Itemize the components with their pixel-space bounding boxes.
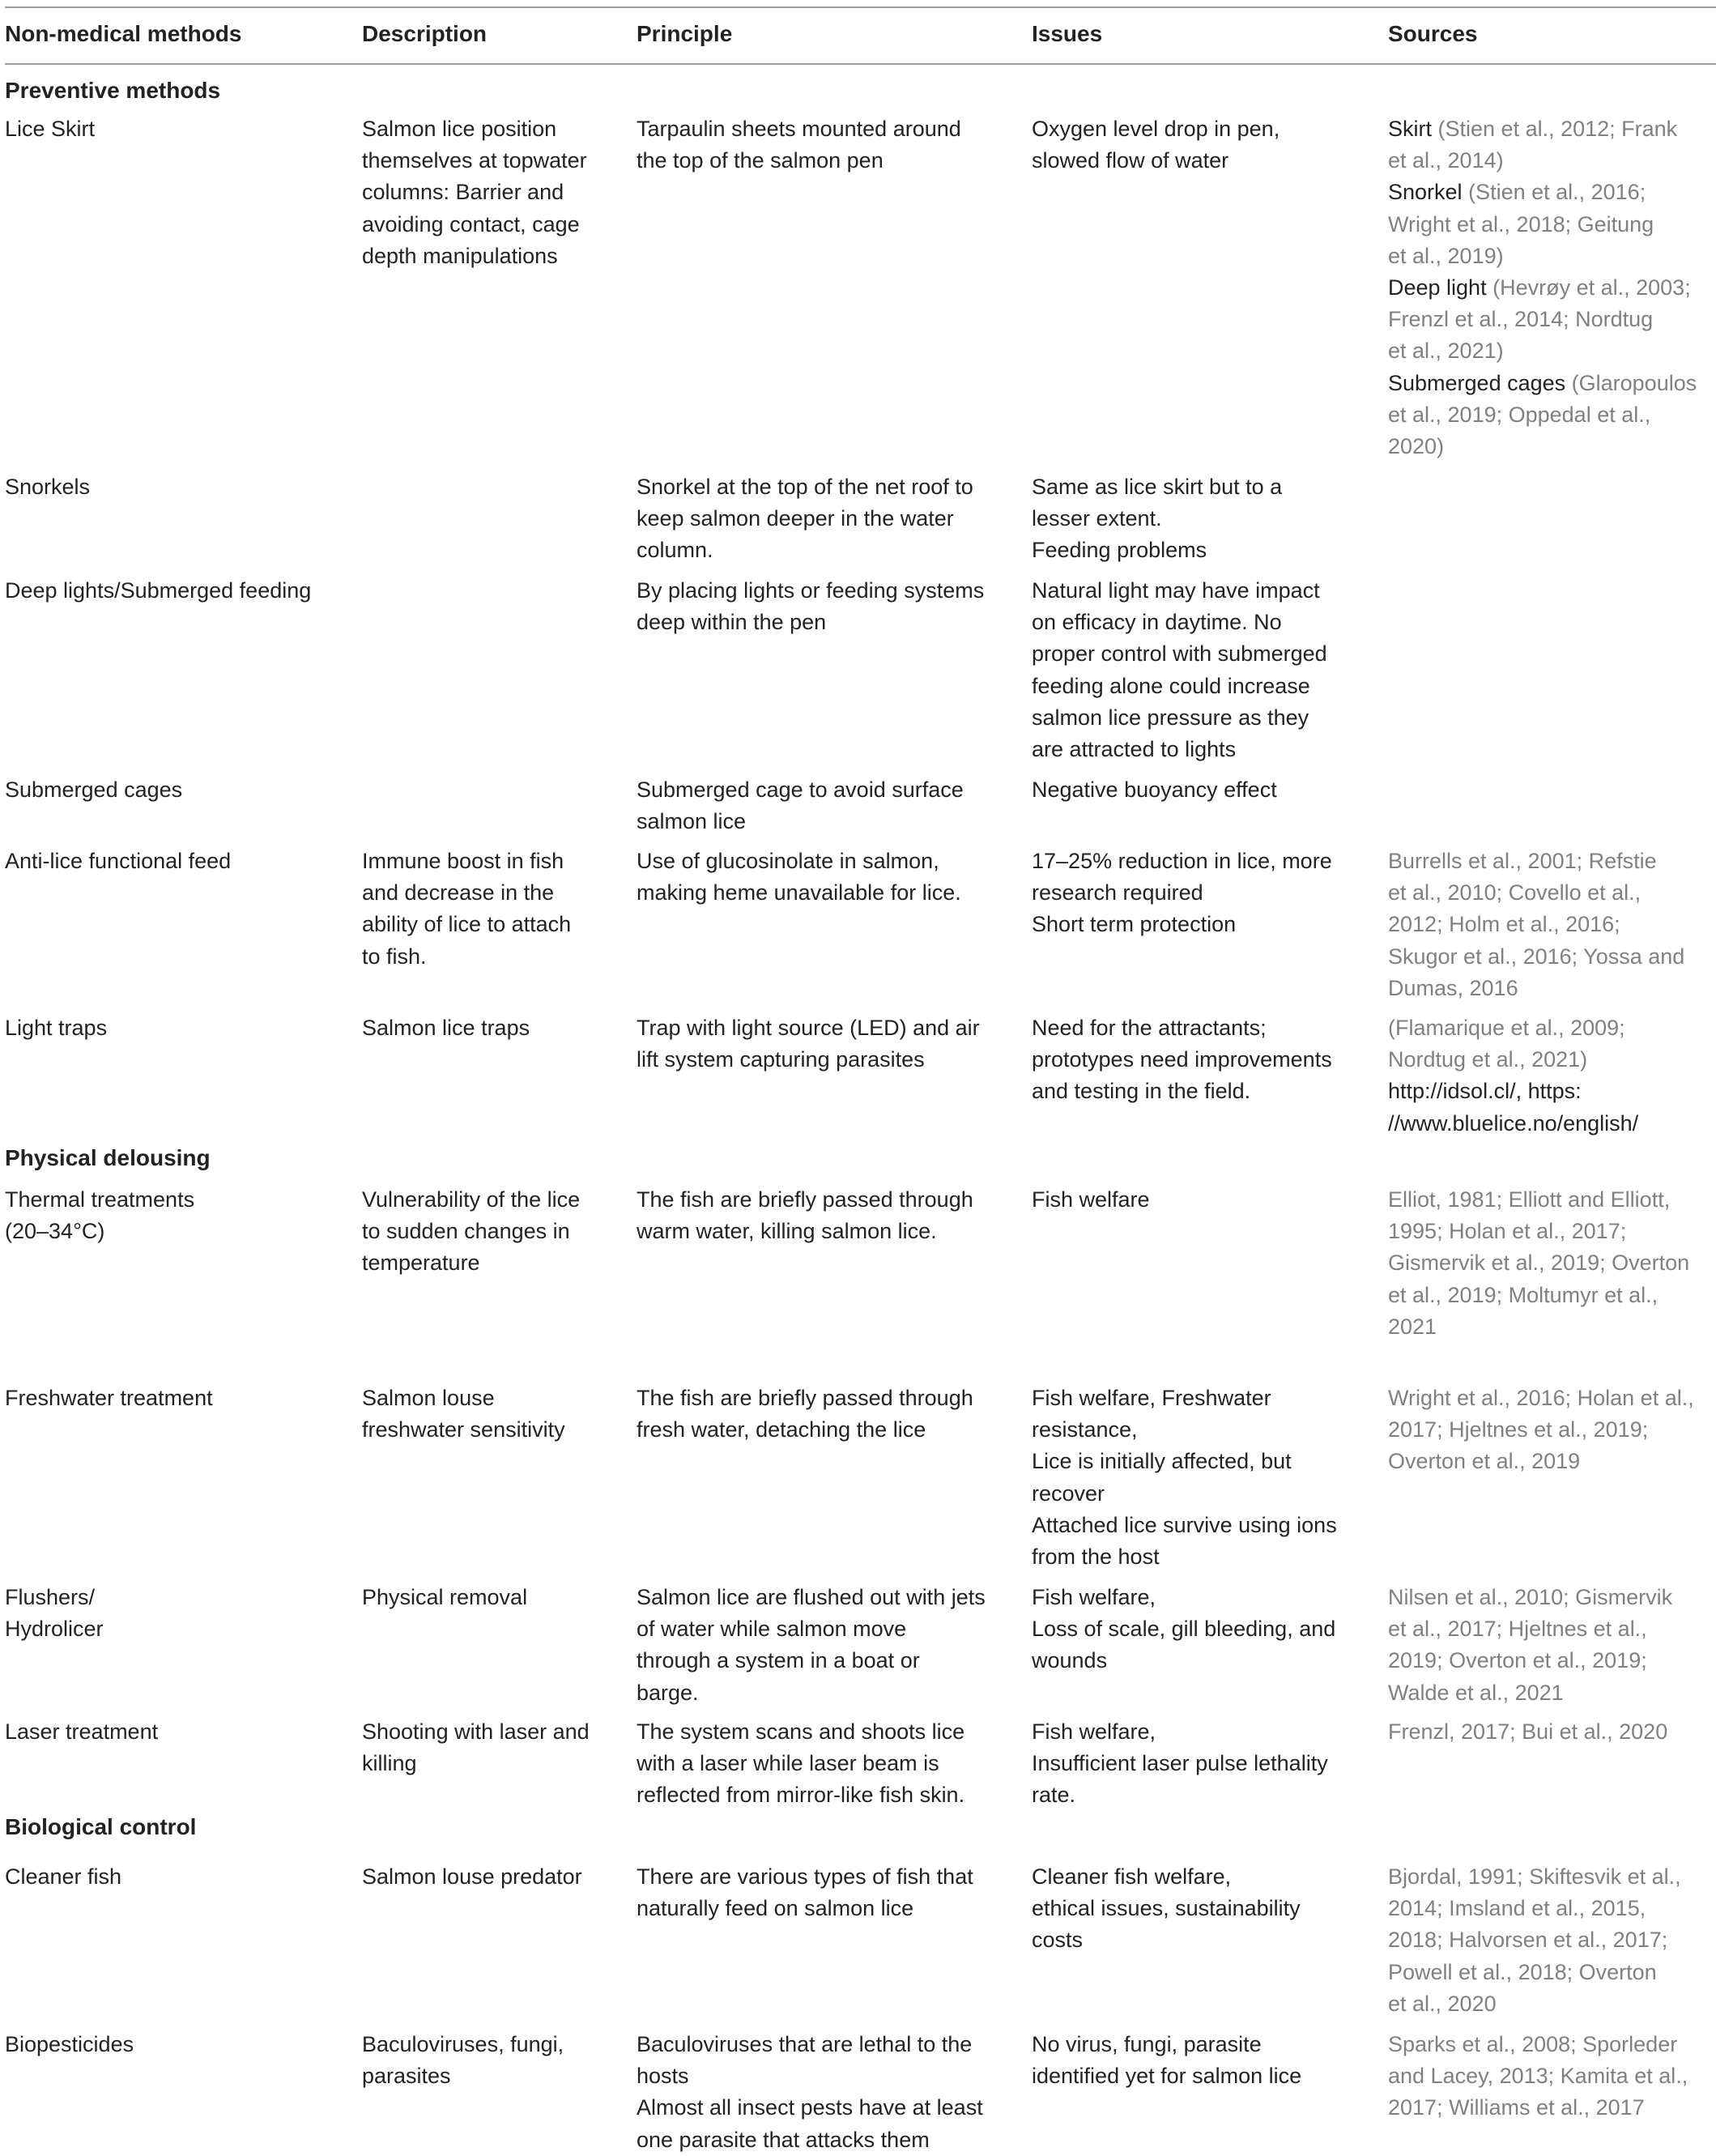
table-top-rule (5, 6, 1716, 8)
row-issues: Oxygen level drop in pen, slowed flow of water (1032, 117, 1280, 173)
row-description: Salmon louse freshwater sensitivity (362, 1386, 565, 1442)
source-citation: Sparks et al., 2008; Sporleder and Lacey, 2013; Kamita et al., 2017; Williams et al., 2017 (1388, 2032, 1688, 2120)
source-citation: Frenzl, 2017; Bui et al., 2020 (1388, 1719, 1668, 1744)
row-method: Deep lights/Submerged feeding (5, 578, 312, 603)
column-header-issues: Issues (1032, 21, 1103, 46)
source-label: http://idsol.cl/, https: //www.bluelice.no/english/ (1388, 1079, 1639, 1136)
row-sources (1388, 113, 1716, 462)
row-issues: 17–25% reduction in lice, more research required Short term protection (1032, 849, 1332, 937)
section-physical-delousing: Physical delousing (5, 1145, 211, 1170)
row-method: Laser treatment (5, 1719, 159, 1744)
row-sources (1388, 1383, 1716, 1478)
table-header-rule (5, 63, 1716, 65)
column-header-sources: Sources (1388, 21, 1478, 46)
row-method: Light traps (5, 1016, 108, 1040)
row-principle: Snorkel at the top of the net roof to keep salmon deeper in the water column. (637, 475, 973, 563)
row-method: Snorkels (5, 475, 91, 499)
source-label: Submerged cages (1388, 370, 1572, 395)
row-description: Baculoviruses, fungi, parasites (362, 2032, 564, 2089)
source-citation: Wright et al., 2016; Holan et al., 2017; Hjeltnes et al., 2019; Overton et al., 2019 (1388, 1386, 1694, 1474)
row-sources (1388, 1716, 1716, 1748)
source-citation: Burrells et al., 2001; Refstie et al., 2010; Covello et al., 2012; Holm et al., 2016; Skugor et al., 2016; Yossa and Dumas, 2016 (1388, 849, 1685, 1000)
source-citation: Bjordal, 1991; Skiftesvik et al., 2014; Imsland et al., 2015, 2018; Halvorsen et al., 2017; Powell et al., 2018; Overton et al., 2020 (1388, 1864, 1681, 2016)
row-issues: No virus, fungi, parasite identified yet for salmon lice (1032, 2032, 1302, 2089)
row-sources (1388, 2029, 1716, 2124)
row-description: Physical removal (362, 1585, 528, 1609)
row-principle: There are various types of fish that naturally feed on salmon lice (637, 1864, 973, 1921)
source-citation: (Glaropoulos et al., 2019; Oppedal et al., 2020) (1388, 370, 1697, 459)
row-method: Thermal treatments (20–34°C) (5, 1187, 195, 1244)
column-header-methods: Non-medical methods (5, 21, 242, 46)
column-header-description: Description (362, 21, 488, 46)
row-method: Anti-lice functional feed (5, 849, 232, 873)
row-sources (1388, 846, 1716, 1004)
row-sources (1388, 1184, 1716, 1343)
row-description: Salmon louse predator (362, 1864, 582, 1889)
row-principle: The fish are briefly passed through fresh water, detaching the lice (637, 1386, 973, 1442)
row-issues: Cleaner fish welfare, ethical issues, sustainability costs (1032, 1864, 1301, 1953)
column-header-principle: Principle (637, 21, 733, 46)
row-method: Biopesticides (5, 2032, 134, 2056)
row-principle: The fish are briefly passed through warm water, killing salmon lice. (637, 1187, 973, 1244)
row-method: Submerged cages (5, 778, 183, 802)
row-sources (1388, 1582, 1716, 1709)
row-method: Flushers/ Hydrolicer (5, 1585, 104, 1642)
row-issues: Fish welfare (1032, 1187, 1150, 1212)
row-sources (1388, 1861, 1716, 2020)
row-issues: Negative buoyancy effect (1032, 778, 1277, 802)
row-principle: Salmon lice are flushed out with jets of water while salmon move through a system in a boat or barge. (637, 1585, 986, 1705)
source-label: Snorkel (1388, 180, 1469, 205)
source-label: Deep light (1388, 275, 1493, 300)
source-label: Skirt (1388, 117, 1438, 141)
row-issues: Need for the attractants; prototypes need improvements and testing in the field. (1032, 1016, 1332, 1104)
row-sources (1388, 1012, 1716, 1140)
source-citation: (Stien et al., 2016; Wright et al., 2018; Geitung et al., 2019) (1388, 180, 1654, 268)
row-principle: Tarpaulin sheets mounted around the top of the salmon pen (637, 117, 961, 173)
row-method: Cleaner fish (5, 1864, 122, 1889)
source-citation: Nilsen et al., 2010; Gismervik et al., 2017; Hjeltnes et al., 2019; Overton et al., 2019; Walde et al., 2021 (1388, 1585, 1673, 1705)
row-principle: By placing lights or feeding systems deep within the pen (637, 578, 985, 635)
source-citation: (Flamarique et al., 2009; Nordtug et al., 2021) (1388, 1016, 1625, 1072)
row-issues: Same as lice skirt but to a lesser extent. Feeding problems (1032, 475, 1283, 563)
table-page (5, 0, 1716, 2152)
section-preventive-methods: Preventive methods (5, 78, 221, 103)
row-issues: Fish welfare, Insufficient laser pulse lethality rate. (1032, 1719, 1328, 1808)
source-citation: (Stien et al., 2012; Frank et al., 2014) (1388, 117, 1678, 173)
row-principle: Trap with light source (LED) and air lift system capturing parasites (637, 1016, 980, 1072)
row-description: Salmon lice traps (362, 1016, 530, 1040)
row-principle: Baculoviruses that are lethal to the hosts Almost all insect pests have at least one parasite that attacks them (637, 2032, 983, 2152)
source-citation: Elliot, 1981; Elliott and Elliott, 1995; Holan et al., 2017; Gismervik et al., 2019; Overton et al., 2019; Moltumyr et al., 2021 (1388, 1187, 1690, 1339)
row-principle: The system scans and shoots lice with a laser while laser beam is reflected from mirror-like fish skin. (637, 1719, 965, 1808)
row-description: Vulnerability of the lice to sudden changes in temperature (362, 1187, 581, 1276)
row-issues: Fish welfare, Loss of scale, gill bleeding, and wounds (1032, 1585, 1336, 1673)
row-principle: Submerged cage to avoid surface salmon lice (637, 778, 964, 834)
row-description: Shooting with laser and killing (362, 1719, 590, 1776)
section-biological-control: Biological control (5, 1814, 197, 1839)
row-description: Salmon lice position themselves at topwater columns: Barrier and avoiding contact, cage depth manipulations (362, 117, 587, 268)
row-principle: Use of glucosinolate in salmon, making heme unavailable for lice. (637, 849, 961, 905)
row-issues: Fish welfare, Freshwater resistance, Lice is initially affected, but recover Attached lice survive using ions from the host (1032, 1386, 1337, 1570)
row-method: Lice Skirt (5, 117, 96, 141)
row-method: Freshwater treatment (5, 1386, 213, 1410)
row-description: Immune boost in fish and decrease in the ability of lice to attach to fish. (362, 849, 572, 969)
source-citation: (Hevrøy et al., 2003; Frenzl et al., 2014; Nordtug et al., 2021) (1388, 275, 1691, 364)
row-issues: Natural light may have impact on efficacy in daytime. No proper control with submerged feeding alone could increase salmon lice pressure as they are attracted to lights (1032, 578, 1327, 762)
